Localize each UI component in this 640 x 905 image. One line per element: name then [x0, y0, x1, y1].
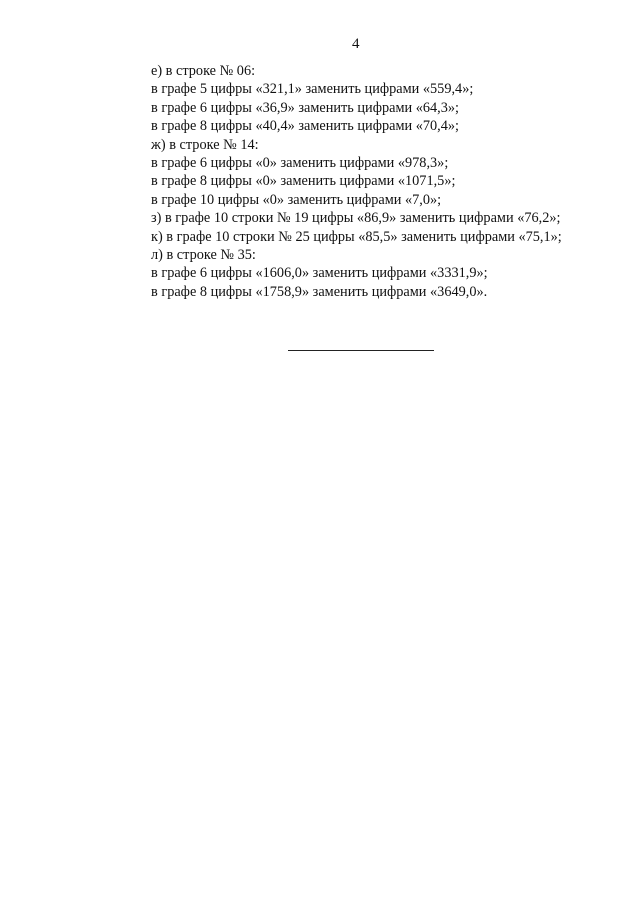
- text-line: в графе 8 цифры «1758,9» заменить цифрами «3649,0».: [151, 283, 488, 300]
- text-line: з) в графе 10 строки № 19 цифры «86,9» заменить цифрами «76,2»;: [151, 210, 561, 227]
- text-line: л) в строке № 35:: [151, 246, 256, 263]
- amendment-list: [151, 62, 591, 301]
- text-line: в графе 6 цифры «1606,0» заменить цифрами «3331,9»;: [151, 265, 488, 282]
- end-of-document-rule: [288, 350, 434, 351]
- text-line: ж) в строке № 14:: [151, 136, 259, 153]
- text-line: к) в графе 10 строки № 25 цифры «85,5» заменить цифрами «75,1»;: [151, 228, 562, 245]
- text-line: в графе 8 цифры «40,4» заменить цифрами «70,4»;: [151, 118, 460, 135]
- text-line: в графе 10 цифры «0» заменить цифрами «7,0»;: [151, 191, 442, 208]
- text-line: е) в строке № 06:: [151, 63, 256, 79]
- text-line: в графе 6 цифры «0» заменить цифрами «978,3»;: [151, 154, 449, 171]
- text-line: в графе 5 цифры «321,1» заменить цифрами «559,4»;: [151, 81, 474, 98]
- text-line: в графе 6 цифры «36,9» заменить цифрами «64,3»;: [151, 99, 460, 116]
- text-line: в графе 8 цифры «0» заменить цифрами «1071,5»;: [151, 173, 456, 190]
- page-number: 4: [352, 36, 360, 52]
